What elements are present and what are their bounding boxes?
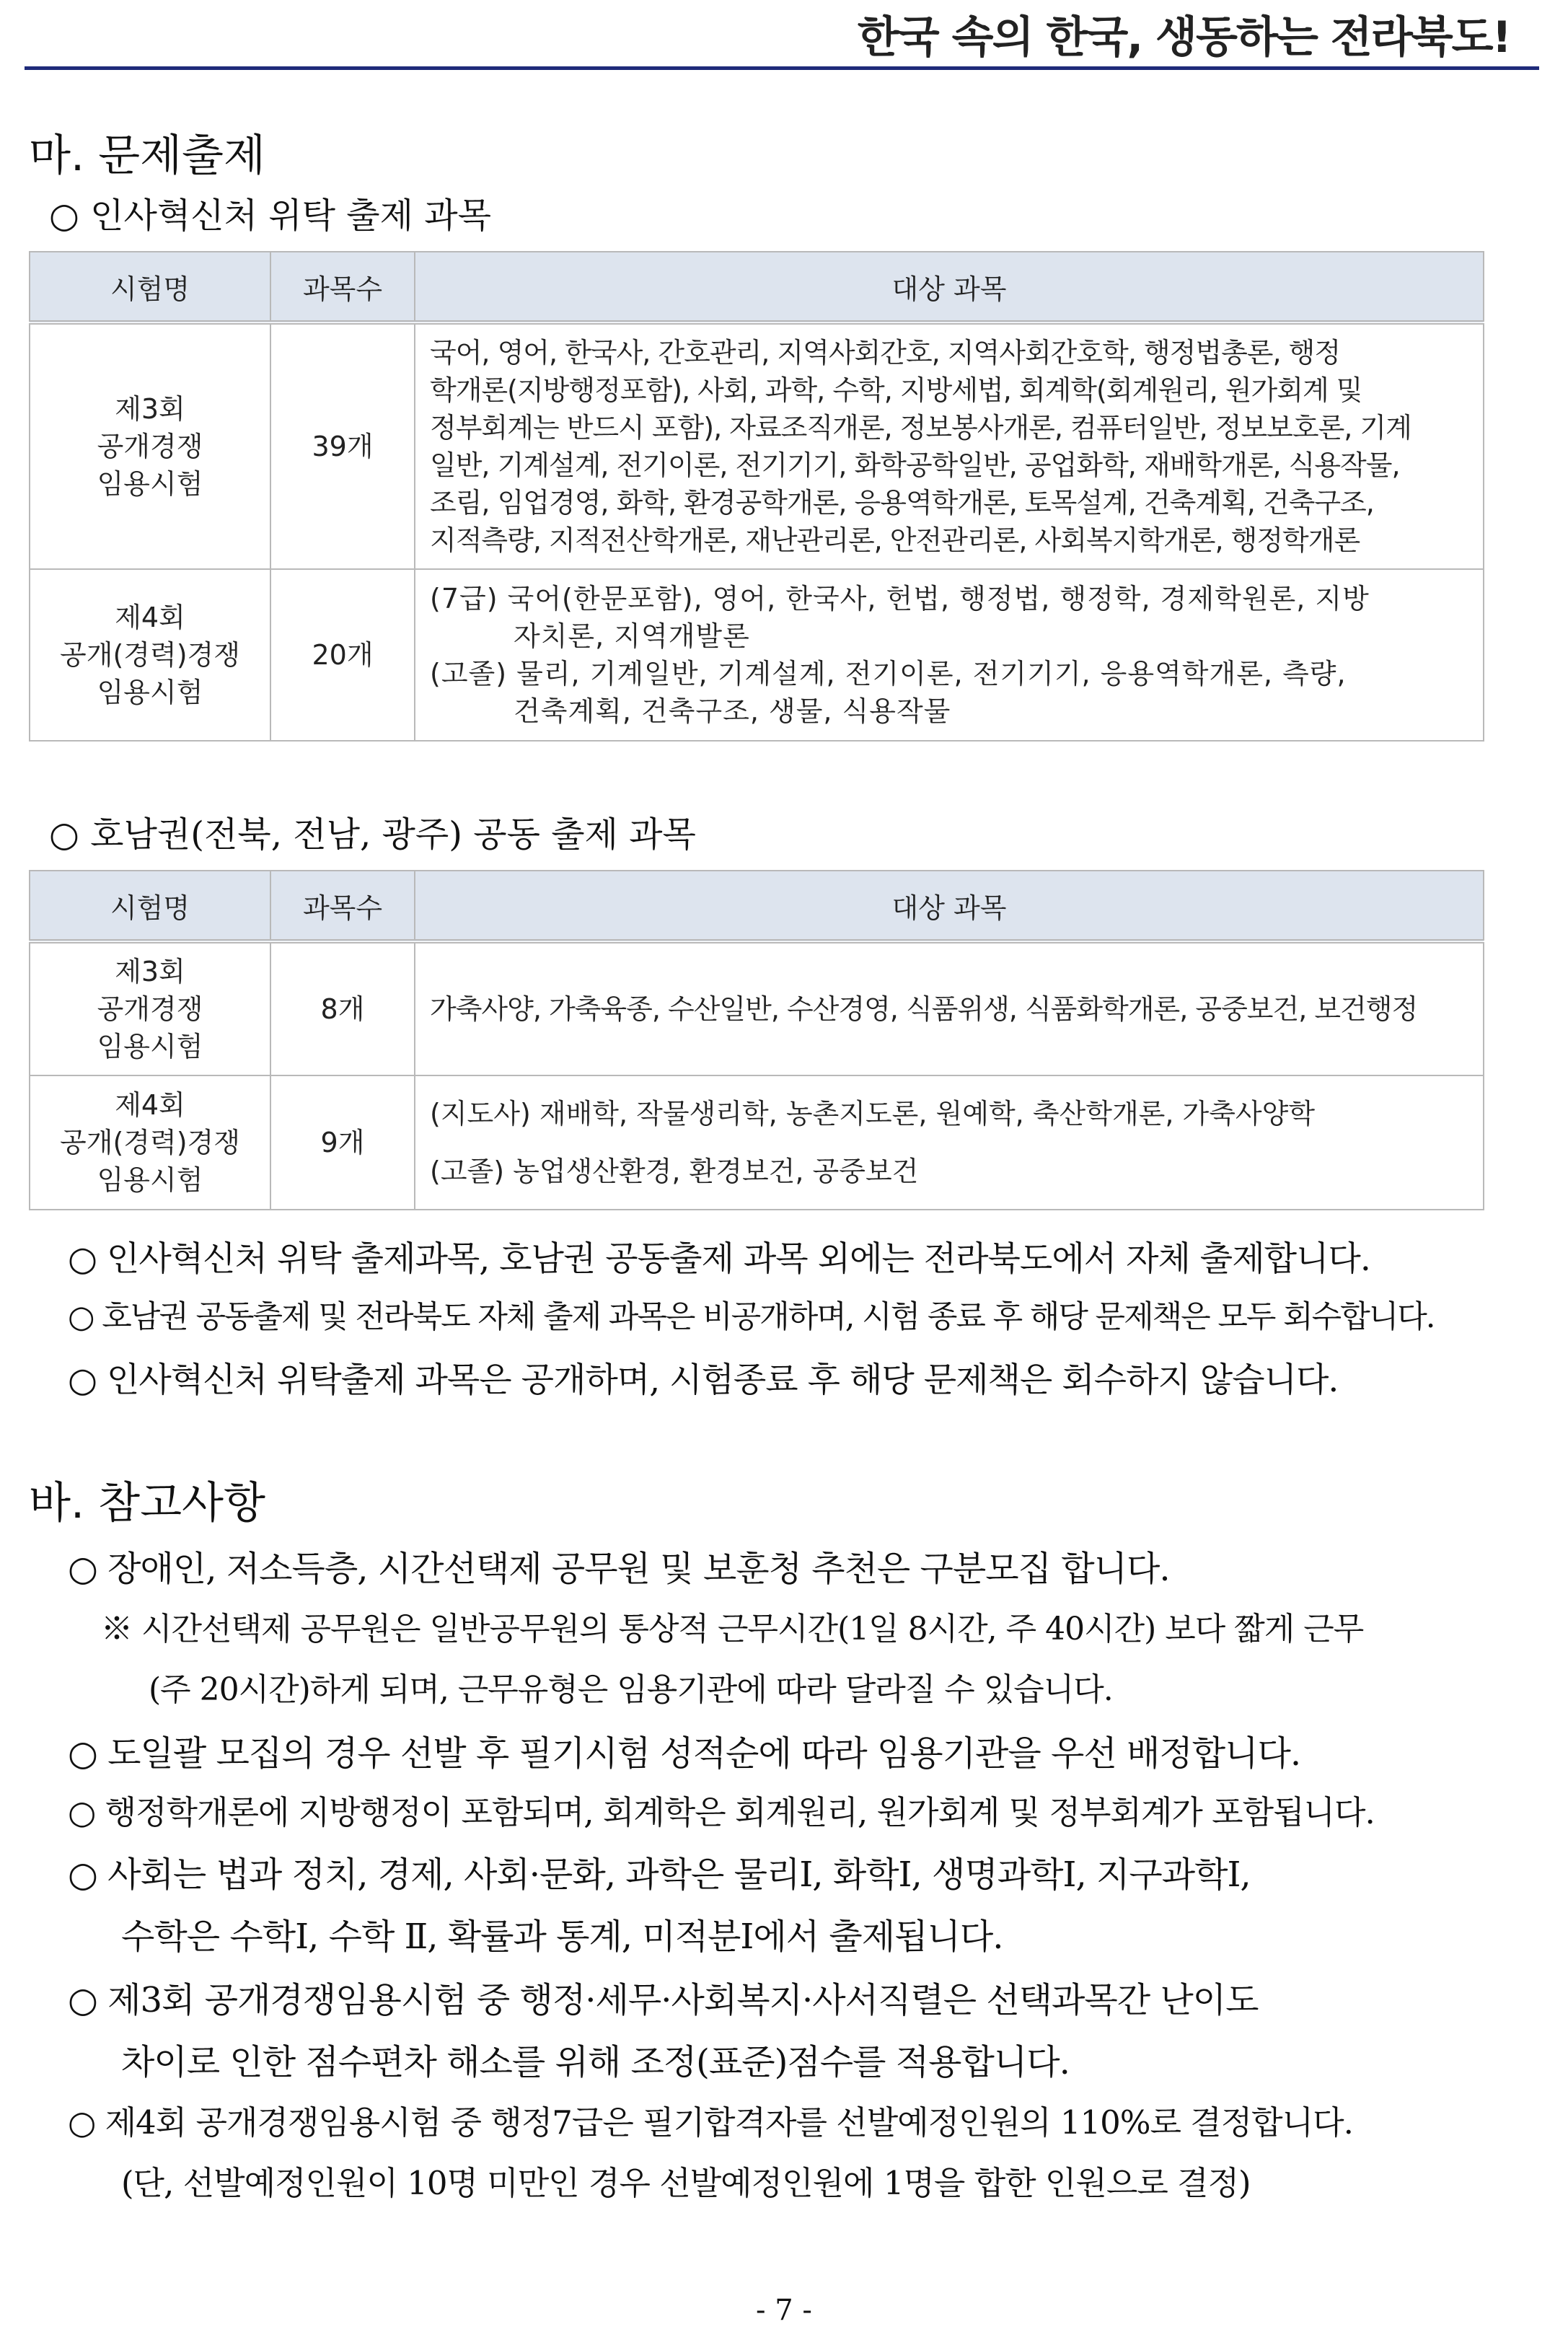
reference-item: 수학은 수학Ⅰ, 수학 Ⅱ, 확률과 통계, 미적분Ⅰ에서 출제됩니다. <box>121 1917 1003 1957</box>
reference-item: ○ 행정학개론에 지방행정이 포함되며, 회계학은 회계원리, 원가회계 및 정부회계가 포함됩니다. <box>68 1793 1375 1831</box>
reference-item: (단, 선발예정인원이 10명 미만인 경우 선발예정인원에 1명을 합한 인원으로 결정) <box>121 2164 1251 2202</box>
exam-name-cell: 제3회 공개경쟁 임용시험 <box>30 322 270 569</box>
col-subject-count: 과목수 <box>270 252 415 322</box>
note-nondisclosure: ○ 호남권 공동출제 및 전라북도 자체 출제 과목은 비공개하며, 시험 종료 후 해당 문제책은 모두 회수합니다. <box>68 1299 1435 1335</box>
table-row <box>30 941 1484 1075</box>
note-self-exam: ○ 인사혁신처 위탁 출제과목, 호남권 공동출제 과목 외에는 전라북도에서 자체 출제합니다. <box>68 1239 1370 1279</box>
table-header-row <box>30 871 1484 941</box>
reference-item: ○ 사회는 법과 정치, 경제, 사회·문화, 과학은 물리Ⅰ, 화학Ⅰ, 생명과학Ⅰ, 지구과학Ⅰ, <box>68 1854 1251 1895</box>
section-title-problem: 마. 문제출제 <box>29 131 265 181</box>
subjects-cell: (7급) 국어(한문포함), 영어, 한국사, 헌법, 행정법, 행정학, 경제학원론, 지방 자치론, 지역개발론 (고졸) 물리, 기계일반, 기계설계, 전기이론, 전기기기, 응용역학개론, 측량, 건축계획, 건축구조, 생물, 식용작물 <box>415 569 1484 741</box>
header-title: 한국 속의 한국, 생동하는 전라북도! <box>857 12 1510 63</box>
reference-item: ※ 시간선택제 공무원은 일반공무원의 통상적 근무시간(1일 8시간, 주 40시간) 보다 짧게 근무 <box>101 1611 1364 1647</box>
note-disclosure: ○ 인사혁신처 위탁출제 과목은 공개하며, 시험종료 후 해당 문제책은 회수하지 않습니다. <box>68 1360 1339 1400</box>
col-subject-count: 과목수 <box>270 871 415 941</box>
exam-name-cell: 제3회 공개경쟁 임용시험 <box>30 941 270 1075</box>
reference-item: ○ 도일괄 모집의 경우 선발 후 필기시험 성적순에 따라 임용기관을 우선 배정합니다. <box>68 1733 1301 1774</box>
subtitle-honam: ○ 호남권(전북, 전남, 광주) 공동 출제 과목 <box>49 814 696 855</box>
reference-item: ○ 제4회 공개경쟁임용시험 중 행정7급은 필기합격자를 선발예정인원의 110%로 결정합니다. <box>68 2103 1353 2142</box>
reference-item: (주 20시간)하게 되며, 근무유형은 임용기관에 따라 달라질 수 있습니다. <box>149 1671 1113 1708</box>
subjects-cell: 가축사양, 가축육종, 수산일반, 수산경영, 식품위생, 식품화학개론, 공중보건, 보건행정 <box>415 941 1484 1075</box>
exam-name-cell: 제4회 공개(경력)경쟁 임용시험 <box>30 569 270 741</box>
table-header-row <box>30 252 1484 322</box>
exam-name-cell: 제4회 공개(경력)경쟁 임용시험 <box>30 1075 270 1210</box>
reference-item: 차이로 인한 점수편차 해소를 위해 조정(표준)점수를 적용합니다. <box>121 2042 1070 2082</box>
subject-count-cell: 9개 <box>270 1075 415 1210</box>
honam-subjects-table <box>29 870 1484 1210</box>
subject-count-cell: 8개 <box>270 941 415 1075</box>
table-row <box>30 322 1484 569</box>
page-number: - 7 - <box>756 2294 812 2327</box>
col-target-subjects: 대상 과목 <box>415 871 1484 941</box>
col-exam-name: 시험명 <box>30 252 270 322</box>
subjects-cell: (지도사) 재배학, 작물생리학, 농촌지도론, 원예학, 축산학개론, 가축사양학 (고졸) 농업생산환경, 환경보건, 공중보건 <box>415 1075 1484 1210</box>
reference-item: ○ 제3회 공개경쟁임용시험 중 행정·세무·사회복지·사서직렬은 선택과목간 난이도 <box>68 1980 1259 2020</box>
col-target-subjects: 대상 과목 <box>415 252 1484 322</box>
col-exam-name: 시험명 <box>30 871 270 941</box>
subtitle-commissioned: ○ 인사혁신처 위탁 출제 과목 <box>49 195 491 236</box>
section-title-reference: 바. 참고사항 <box>29 1478 265 1528</box>
reference-item: ○ 장애인, 저소득층, 시간선택제 공무원 및 보훈청 추천은 구분모집 합니다. <box>68 1549 1170 1589</box>
subject-count-cell: 39개 <box>270 322 415 569</box>
commissioned-subjects-table <box>29 251 1484 742</box>
table-row <box>30 1075 1484 1210</box>
header-rule <box>25 66 1539 70</box>
table-row <box>30 569 1484 741</box>
subjects-cell: 국어, 영어, 한국사, 간호관리, 지역사회간호, 지역사회간호학, 행정법총론, 행정 학개론(지방행정포함), 사회, 과학, 수학, 지방세법, 회계학(회계원리, 원가회계 및 정부회계는 반드시 포함), 자료조직개론, 정보봉사개론, 컴퓨터일반, 정보보호론, 기계 일반, 기계설계, 전기이론, 전기기기, 화학공학일반, 공업화학, 재배학개론, 식용작물, 조림, 임업경영, 화학, 환경공학개론, 응용역학개론, 토목설계, 건축계획, 건축구조, 지적측량, 지적전산학개론, 재난관리론, 안전관리론, 사회복지학개론, 행정학개론 <box>415 322 1484 569</box>
subject-count-cell: 20개 <box>270 569 415 741</box>
